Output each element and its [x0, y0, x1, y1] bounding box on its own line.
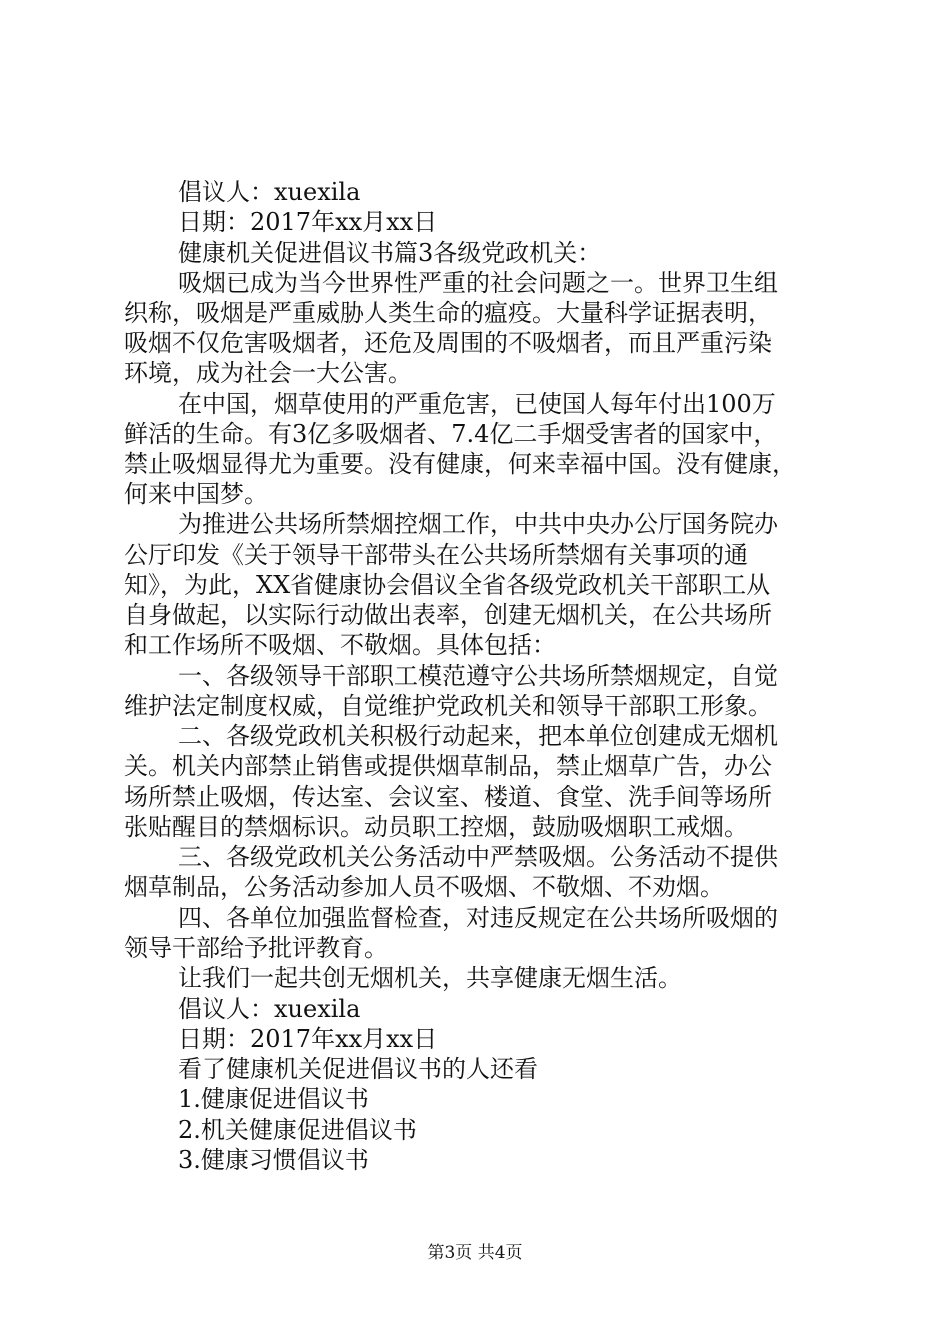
section-heading: 健康机关促进倡议书篇3各级党政机关： [178, 239, 602, 267]
related-link[interactable]: 2.机关健康促进倡议书 [178, 1116, 417, 1144]
paragraph-line: 二、各级党政机关积极行动起来，把本单位创建成无烟机 [178, 722, 778, 750]
paragraph-line: 禁止吸烟显得尤为重要。没有健康，何来幸福中国。没有健康， [124, 450, 796, 478]
paragraph-line: 烟草制品，公务活动参加人员不吸烟、不敬烟、不劝烟。 [124, 873, 724, 901]
paragraph-line: 在中国，烟草使用的严重危害，已使国人每年付出100万 [178, 390, 776, 418]
date-line: 日期：2017年xx月xx日 [178, 208, 438, 236]
closing-line: 让我们一起共创无烟机关，共享健康无烟生活。 [178, 964, 682, 992]
proposer-line: 倡议人：xuexila [178, 995, 361, 1023]
related-heading: 看了健康机关促进倡议书的人还看 [178, 1055, 538, 1083]
page-footer: 第3页 共4页 [427, 1243, 523, 1263]
paragraph-line: 吸烟不仅危害吸烟者，还危及周围的不吸烟者，而且严重污染 [124, 329, 772, 357]
related-link[interactable]: 3.健康习惯倡议书 [178, 1146, 369, 1174]
paragraph-line: 三、各级党政机关公务活动中严禁吸烟。公务活动不提供 [178, 843, 778, 871]
paragraph-line: 场所禁止吸烟，传达室、会议室、楼道、食堂、洗手间等场所 [124, 783, 772, 811]
proposer-line: 倡议人：xuexila [178, 178, 361, 206]
paragraph-line: 织称，吸烟是严重威胁人类生命的瘟疫。大量科学证据表明， [124, 299, 772, 327]
paragraph-line: 为推进公共场所禁烟控烟工作，中共中央办公厅国务院办 [178, 510, 778, 538]
paragraph-line: 维护法定制度权威，自觉维护党政机关和领导干部职工形象。 [124, 692, 772, 720]
paragraph-line: 知》，为此，XX省健康协会倡议全省各级党政机关干部职工从 [124, 571, 771, 599]
paragraph-line: 张贴醒目的禁烟标识。动员职工控烟，鼓励吸烟职工戒烟。 [124, 813, 748, 841]
paragraph-line: 何来中国梦。 [124, 480, 268, 508]
paragraph-line: 自身做起，以实际行动做出表率，创建无烟机关，在公共场所 [124, 601, 772, 629]
related-link[interactable]: 1.健康促进倡议书 [178, 1085, 369, 1113]
paragraph-line: 吸烟已成为当今世界性严重的社会问题之一。世界卫生组 [178, 269, 778, 297]
date-line: 日期：2017年xx月xx日 [178, 1025, 438, 1053]
paragraph-line: 和工作场所不吸烟、不敬烟。具体包括： [124, 631, 556, 659]
paragraph-line: 四、各单位加强监督检查，对违反规定在公共场所吸烟的 [178, 904, 778, 932]
paragraph-line: 公厅印发《关于领导干部带头在公共场所禁烟有关事项的通 [124, 541, 748, 569]
paragraph-line: 领导干部给予批评教育。 [124, 934, 388, 962]
paragraph-line: 鲜活的生命。有3亿多吸烟者、7.4亿二手烟受害者的国家中， [124, 420, 778, 448]
paragraph-line: 一、各级领导干部职工模范遵守公共场所禁烟规定，自觉 [178, 662, 778, 690]
paragraph-line: 环境，成为社会一大公害。 [124, 359, 412, 387]
paragraph-line: 关。机关内部禁止销售或提供烟草制品，禁止烟草广告，办公 [124, 752, 772, 780]
